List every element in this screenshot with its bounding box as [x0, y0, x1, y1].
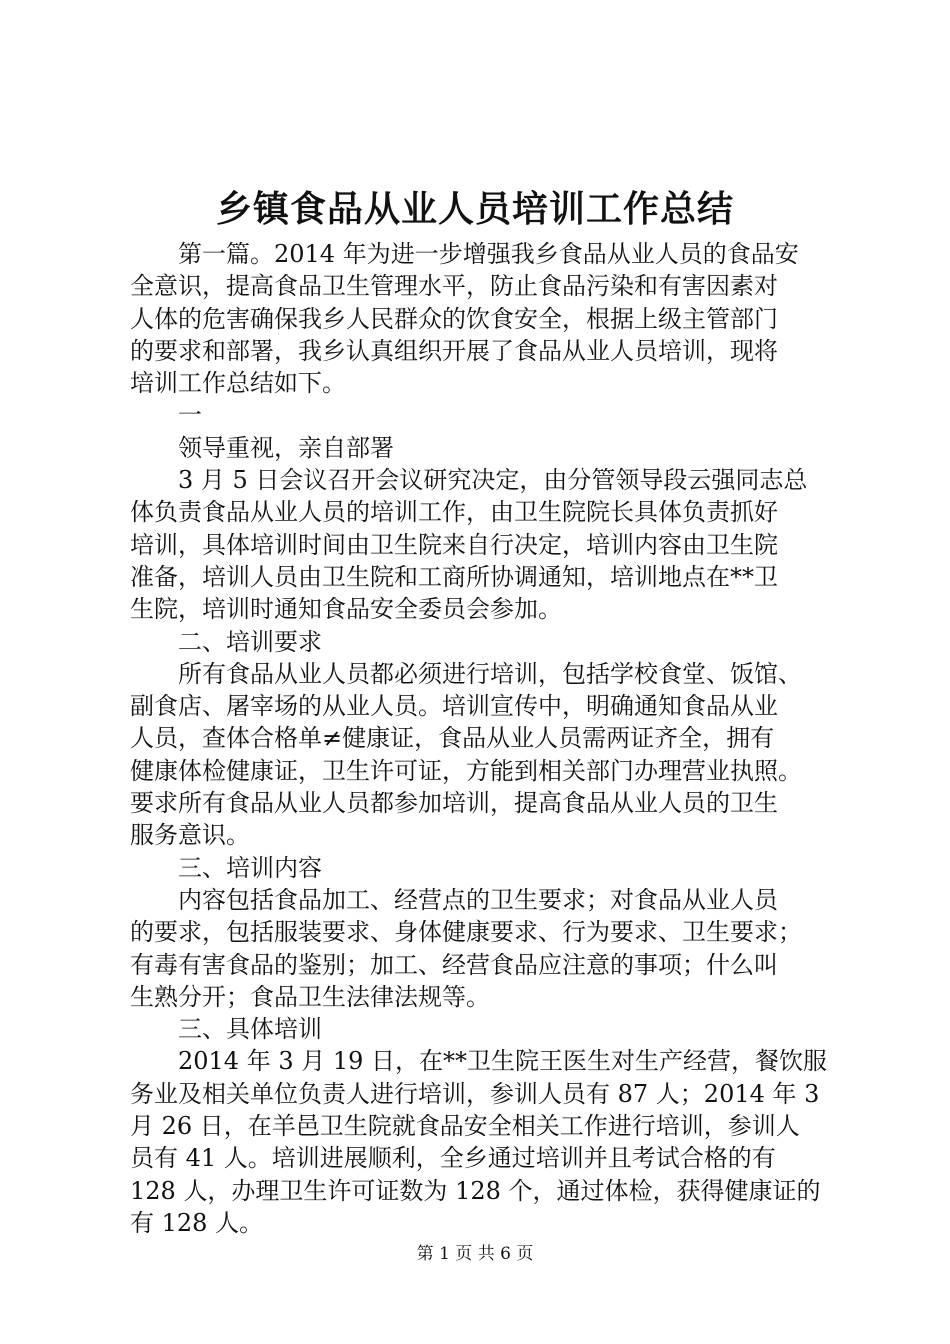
- text-line: 有 128 人。: [130, 1208, 264, 1237]
- text-line: 内容包括食品加工、经营点的卫生要求；对食品从业人员: [178, 885, 778, 914]
- text-line: 2014 年 3 月 19 日，在**卫生院王医生对生产经营，餐饮服: [178, 1047, 828, 1076]
- text-line: 128 人，办理卫生许可证数为 128 个，通过体检，获得健康证的: [130, 1176, 821, 1205]
- text-line: 员有 41 人。培训进展顺利，全乡通过培训并且考试合格的有: [130, 1144, 776, 1173]
- text-line: 体负责食品从业人员的培训工作，由卫生院院长具体负责抓好: [130, 498, 778, 527]
- text-line: 生院，培训时通知食品安全委员会参加。: [130, 595, 562, 624]
- text-line: 副食店、屠宰场的从业人员。培训宣传中，明确通知食品从业: [130, 692, 778, 721]
- document-body: [130, 238, 830, 1239]
- document-title: 乡镇食品从业人员培训工作总结: [215, 188, 734, 230]
- text-line: 三、具体培训: [178, 1015, 322, 1044]
- text-line: 3 月 5 日会议召开会议研究决定，由分管领导段云强同志总: [178, 466, 808, 495]
- text-line: 健康体检健康证，卫生许可证，方能到相关部门办理营业执照。: [130, 756, 802, 785]
- text-line: 准备，培训人员由卫生院和工商所协调通知，培训地点在**卫: [130, 562, 778, 591]
- text-line: 领导重视，亲自部署: [178, 433, 394, 462]
- text-line: 培训工作总结如下。: [130, 369, 346, 398]
- text-line: 月 26 日，在羊邑卫生院就食品安全相关工作进行培训，参训人: [130, 1112, 800, 1141]
- text-line: 人员，查体合格单≠健康证，食品从业人员需两证齐全，拥有: [130, 724, 775, 753]
- text-line: 要求所有食品从业人员都参加培训，提高食品从业人员的卫生: [130, 789, 778, 818]
- text-line: 的要求，包括服装要求、身体健康要求、行为要求、卫生要求；: [130, 918, 802, 947]
- text-line: 所有食品从业人员都必须进行培训，包括学校食堂、饭馆、: [178, 659, 802, 688]
- text-line: 生熟分开；食品卫生法律法规等。: [130, 982, 490, 1011]
- text-line: 人体的危害确保我乡人民群众的饮食安全，根据上级主管部门: [130, 304, 778, 333]
- text-line: 一: [178, 401, 202, 430]
- page-footer: 第 1 页 共 6 页: [416, 1244, 534, 1264]
- text-line: 第一篇。2014 年为进一步增强我乡食品从业人员的食品安: [178, 240, 799, 268]
- text-line: 务业及相关单位负责人进行培训，参训人员有 87 人；2014 年 3: [130, 1079, 820, 1108]
- text-line: 有毒有害食品的鉴别；加工、经营食品应注意的事项；什么叫: [130, 950, 778, 979]
- text-line: 二、培训要求: [178, 627, 322, 656]
- text-line: 服务意识。: [130, 821, 250, 850]
- text-line: 的要求和部署，我乡认真组织开展了食品从业人员培训，现将: [130, 336, 778, 365]
- text-line: 三、培训内容: [178, 853, 322, 882]
- text-line: 全意识，提高食品卫生管理水平，防止食品污染和有害因素对: [130, 272, 778, 301]
- text-line: 培训，具体培训时间由卫生院来自行决定，培训内容由卫生院: [130, 530, 778, 559]
